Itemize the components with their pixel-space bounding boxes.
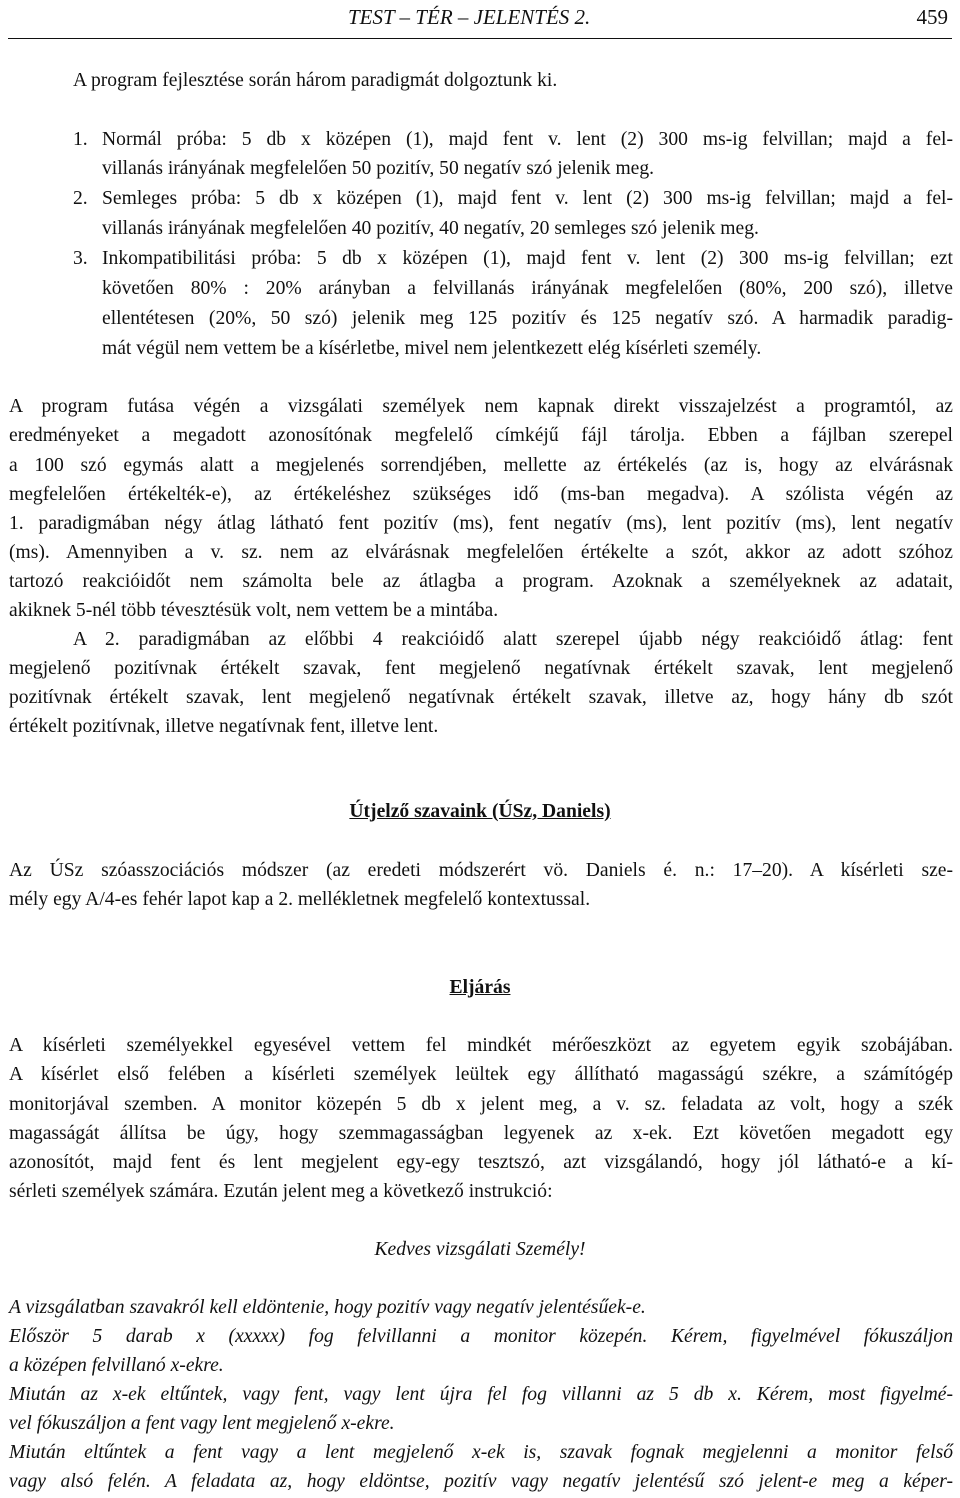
paragraph-line: (ms). Amennyiben a v. sz. nem az elvárásnak megfelelően értékelte a szót, akkor az adott szóhoz xyxy=(9,542,953,563)
paragraph-line: mély egy A/4-es fehér lapot kap a 2. mellékletnek megfelelő kontextussal. xyxy=(9,889,591,910)
instruction-line: A vizsgálatban szavakról kell eldöntenie, hogy pozitív vagy negatív jelentésűek-e. xyxy=(9,1297,646,1318)
paragraph-line: eredményeket a megadott azonosítónak megfelelő címkéjű fájl tárolja. Ebben a fájlban szerepel xyxy=(9,425,953,446)
paragraph-line: A program futása végén a vizsgálati személyek nem kapnak direkt visszajelzést a programtól, az xyxy=(9,396,953,417)
paragraph-line: pozitívnak értékelt szavak, lent megjelenő negatívnak értékelt szavak, illetve az, hogy hány db szót xyxy=(9,687,953,708)
instruction-greeting: Kedves vizsgálati Személy! xyxy=(374,1239,586,1260)
paragraph-line: 1. paradigmában négy átlag látható fent pozitív (ms), fent negatív (ms), lent pozitív (ms), lent negatív xyxy=(9,513,953,534)
paragraph-line: monitorjával szemben. A monitor közepén 5 db x jelent meg, a v. sz. feladata az volt, hogy a szék xyxy=(9,1094,953,1115)
paragraph-line: azonosítót, majd fent és lent megjelent egy-egy tesztszó, azt vizsgálandó, hogy jól látható-e a kí- xyxy=(9,1152,953,1173)
instruction-line: vel fókuszáljon a fent vagy lent megjelenő x-ekre. xyxy=(9,1413,395,1434)
list-item-line: Semleges próba: 5 db x középen (1), majd fent v. lent (2) 300 ms-ig felvillan; majd a fel- xyxy=(102,188,953,209)
paragraph-line: A 2. paradigmában az előbbi 4 reakcióidő alatt szerepel újabb négy reakcióidő átlag: fent xyxy=(73,629,953,650)
list-item-line: villanás irányának megfelelően 40 pozitív, 40 negatív, 20 semleges szó jelenik meg. xyxy=(102,218,759,239)
paragraph-line: akiknek 5-nél több tévesztésük volt, nem vettem be a mintába. xyxy=(9,600,499,621)
paragraph-line: megfelelően értékelték-e), az értékeléshez szükséges idő (ms-ban megadva). A szólista végén az xyxy=(9,484,953,505)
instruction-line: Először 5 darab x (xxxxx) fog felvillanni a monitor közepén. Kérem, figyelmével fókuszáljon xyxy=(9,1326,953,1347)
paragraph-line: magasságát állítsa be úgy, hogy szemmagasságban legyenek az x-ek. Ezt követően megadott egy xyxy=(9,1123,953,1144)
list-item-line: mát végül nem vettem be a kísérletbe, mivel nem jelentkezett elég kísérleti személy. xyxy=(102,338,762,359)
list-item-line: villanás irányának megfelelően 50 pozitív, 50 negatív szó jelenik meg. xyxy=(102,158,655,179)
intro-text: A program fejlesztése során három paradigmát dolgoztunk ki. xyxy=(73,70,558,91)
section-heading: Eljárás xyxy=(449,977,511,998)
instruction-line: Miután eltűntek a fent vagy a lent megjelenő x-ek is, szavak fognak megjelenni a monitor felső xyxy=(9,1442,953,1463)
instruction-line: a középen felvillanó x-ekre. xyxy=(9,1355,224,1376)
running-title: TEST – TÉR – JELENTÉS 2. xyxy=(348,5,591,29)
paragraph-line: sérleti személyek számára. Ezután jelent meg a következő instrukció: xyxy=(9,1181,553,1202)
paragraph-line: A kísérlet első felében a kísérleti személyek leültek egy állítható magasságú székre, a számítógép xyxy=(9,1064,953,1085)
list-item-line: ellentétesen (20%, 50 szó) jelenik meg 125 pozitív és 125 negatív szó. A harmadik paradig- xyxy=(102,308,953,329)
instruction-line: Miután az x-ek eltűntek, vagy fent, vagy lent újra fel fog villanni az 5 db x. Kérem, most figyelmé- xyxy=(9,1384,953,1405)
page-number: 459 xyxy=(916,5,948,29)
list-item-line: követően 80% : 20% arányban a felvillanás irányának megfelelően (80%, 200 szó), illetve xyxy=(102,278,953,299)
list-item-line: Normál próba: 5 db x középen (1), majd fent v. lent (2) 300 ms-ig felvillan; majd a fel- xyxy=(102,129,953,150)
paragraph-line: A kísérleti személyekkel egyesével vettem fel mindkét mérőeszközt az egyetem egyik szobájában. xyxy=(9,1035,953,1056)
list-number: 3. xyxy=(73,248,88,269)
paragraph-line: értékelt pozitívnak, illetve negatívnak fent, illetve lent. xyxy=(9,716,439,737)
page-header xyxy=(8,0,952,39)
list-item-line: Inkompatibilitási próba: 5 db x középen (1), majd fent v. lent (2) 300 ms-ig felvillan; ezt xyxy=(102,248,953,269)
list-number: 1. xyxy=(73,129,88,150)
section-heading: Útjelző szavaink (ÚSz, Daniels) xyxy=(349,801,611,822)
paragraph-line: tartozó reakcióidőt nem számolta bele az átlagba a program. Azoknak a személyeknek az adatait, xyxy=(9,571,953,592)
instruction-line: vagy alsó felén. A feladata az, hogy eldöntse, pozitív vagy negatív jelentésű szó jelent-e meg a képer- xyxy=(9,1471,953,1492)
paragraph-line: a 100 szó egymás alatt a megjelenés sorrendjében, mellette az értékelés (az is, hogy az elvárásnak xyxy=(9,455,953,476)
list-number: 2. xyxy=(73,188,88,209)
paragraph-line: megjelenő pozitívnak értékelt szavak, fent megjelenő negatívnak értékelt szavak, lent megjelenő xyxy=(9,658,953,679)
paragraph-line: Az ÚSz szóasszociációs módszer (az eredeti módszerért vö. Daniels é. n.: 17–20). A kísérleti sze- xyxy=(9,860,953,881)
